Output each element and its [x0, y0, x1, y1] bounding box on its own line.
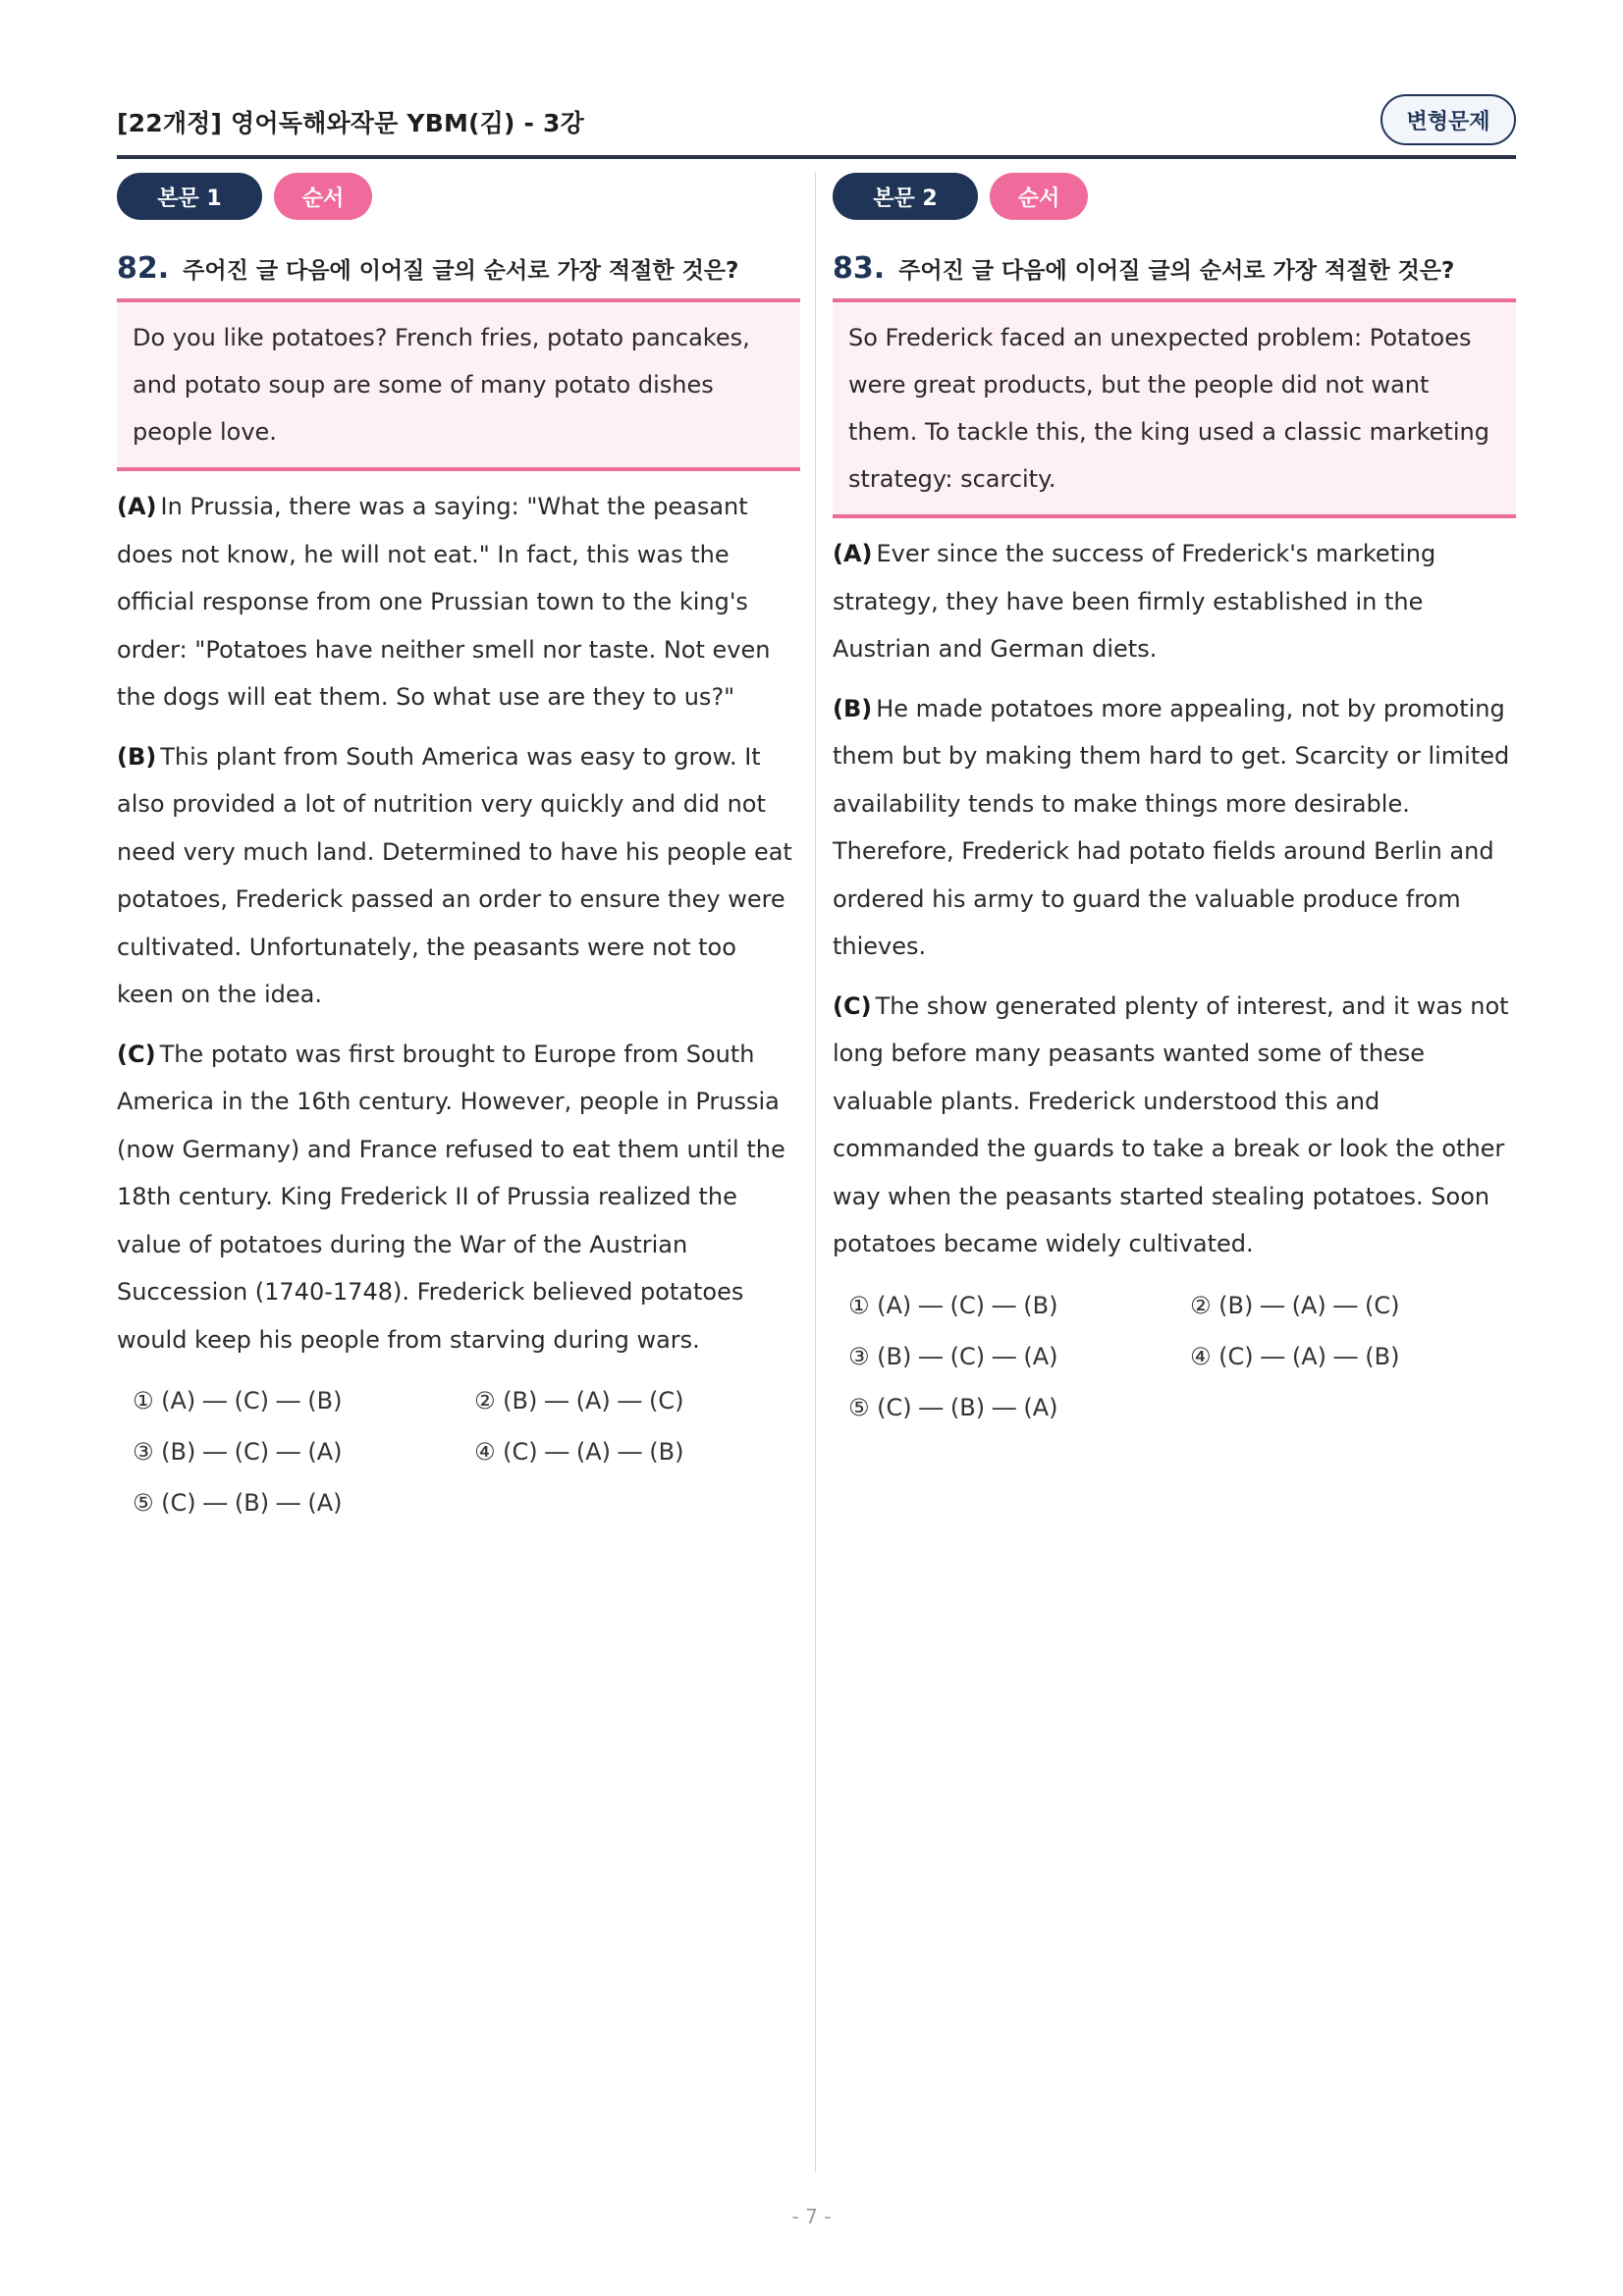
paragraph-text: This plant from South America was easy to grow. It also provided a lot of nutrition very quickly and did not need very much land. Determined to have his people eat potatoes, Frederick passed an order to ensure they were cultivated. Unfortunately, the peasants were not too keen on the idea. [117, 742, 792, 1008]
choice-3[interactable]: ③ (B) ― (C) ― (A) [133, 1438, 343, 1466]
paragraph-label: (B) [117, 742, 157, 771]
header-rule [117, 155, 1516, 159]
type-tag: 순서 [274, 173, 372, 220]
page-header [117, 90, 1516, 157]
paragraph-a [117, 483, 800, 721]
passage-tag: 본문 2 [833, 173, 978, 220]
paragraph-label: (A) [117, 493, 157, 520]
question-column-82 [117, 173, 800, 1524]
document-title: [22개정] 영어독해와작문 YBM(김) - 3강 [117, 109, 584, 137]
page-number: - 7 - [791, 2205, 832, 2228]
tag-row [833, 173, 1516, 222]
paragraph-label: (C) [117, 1040, 156, 1068]
answer-choices [117, 1379, 800, 1524]
paragraph-label: (B) [833, 694, 873, 722]
paragraph-b [117, 733, 800, 1019]
question-text: 주어진 글 다음에 이어질 글의 순서로 가장 적절한 것은? [183, 258, 739, 284]
paragraph-text: He made potatoes more appealing, not by promoting them but by making them hard to get. Scarcity or limited availability tends to make things more desirable. Therefore, Frederick had potato fields around Berlin and ordered his army to guard the valuable produce from thieves. [833, 694, 1510, 960]
choice-5[interactable]: ⑤ (C) ― (B) ― (A) [133, 1489, 343, 1517]
question-column-83 [833, 173, 1516, 1429]
given-passage-box: Do you like potatoes? French fries, potato pancakes, and potato soup are some of many potato dishes people love. [117, 298, 800, 471]
type-tag: 순서 [990, 173, 1088, 220]
paragraph-a [833, 530, 1516, 673]
paragraph-text: In Prussia, there was a saying: "What the peasant does not know, he will not eat." In fact, this was the official response from one Prussian town to the king's order: "Potatoes have neither smell nor taste. Not even the dogs will eat them. So what use are they to us?" [117, 493, 771, 711]
question-stem [833, 251, 1516, 298]
question-stem [117, 251, 800, 298]
choice-1[interactable]: ① (A) ― (C) ― (B) [848, 1291, 1058, 1319]
choice-5[interactable]: ⑤ (C) ― (B) ― (A) [848, 1393, 1058, 1421]
choice-1[interactable]: ① (A) ― (C) ― (B) [133, 1387, 343, 1415]
choice-3[interactable]: ③ (B) ― (C) ― (A) [848, 1342, 1058, 1370]
choice-4[interactable]: ④ (C) ― (A) ― (B) [1190, 1342, 1400, 1370]
paragraph-text: The potato was first brought to Europe from South America in the 16th century. However, people in Prussia (now Germany) and France refused to eat them until the 18th century. King Frederick II of Prussia realized the value of potatoes during the War of the Austrian Succession (1740-1748). Frederick believed potatoes would keep his people from starving during wars. [117, 1040, 785, 1354]
paragraph-label: (C) [833, 991, 872, 1020]
paragraph-c [833, 983, 1516, 1268]
paragraph-text: The show generated plenty of interest, and it was not long before many peasants wanted some of these valuable plants. Frederick understood this and commanded the guards to take a break or look the other way when the peasants started stealing potatoes. Soon potatoes became widely cultivated. [833, 991, 1509, 1257]
type-badge: 변형문제 [1380, 94, 1516, 145]
paragraph-b [833, 685, 1516, 971]
choice-4[interactable]: ④ (C) ― (A) ― (B) [474, 1438, 684, 1466]
paragraph-c [117, 1031, 800, 1364]
column-divider [815, 173, 816, 2171]
question-number: 83. [833, 251, 886, 286]
passage-tag: 본문 1 [117, 173, 262, 220]
question-text: 주어진 글 다음에 이어질 글의 순서로 가장 적절한 것은? [898, 258, 1455, 284]
question-number: 82. [117, 251, 170, 286]
choice-2[interactable]: ② (B) ― (A) ― (C) [474, 1387, 684, 1415]
paragraph-text: Ever since the success of Frederick's marketing strategy, they have been firmly established in the Austrian and German diets. [833, 540, 1436, 663]
paragraph-label: (A) [833, 540, 873, 567]
choice-2[interactable]: ② (B) ― (A) ― (C) [1190, 1291, 1400, 1319]
tag-row [117, 173, 800, 222]
given-passage-box: So Frederick faced an unexpected problem: Potatoes were great products, but the people did not want them. To tackle this, the king used a classic marketing strategy: scarcity. [833, 298, 1516, 518]
answer-choices [833, 1284, 1516, 1429]
